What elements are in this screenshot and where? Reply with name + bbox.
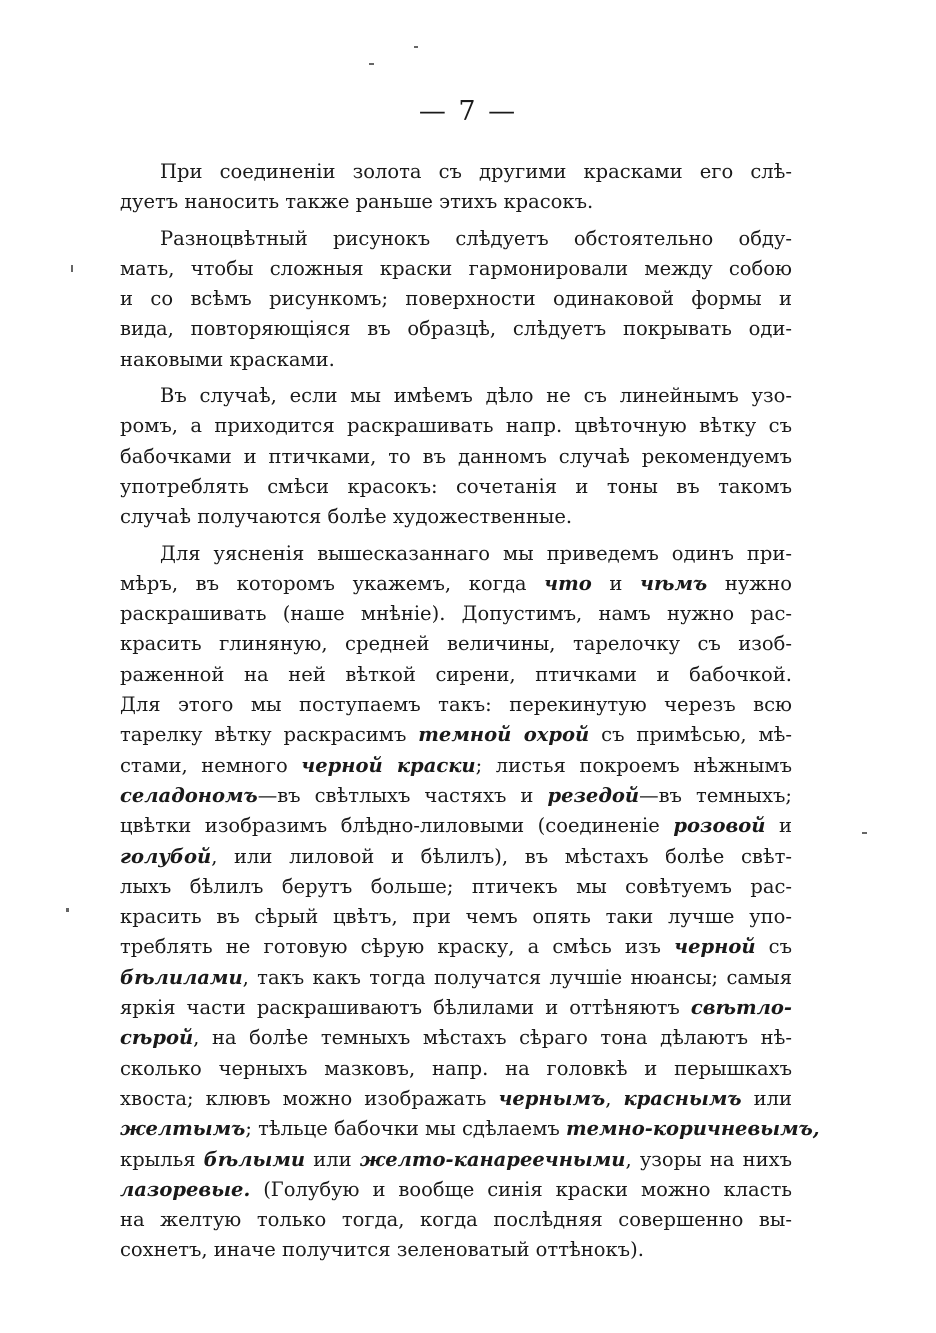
text-line	[120, 284, 792, 314]
text-run: Разноцвѣтный рисунокъ слѣдуетъ обстоятельно обду-	[160, 226, 792, 250]
text-run: ,	[605, 1086, 624, 1110]
text-line	[120, 1054, 792, 1084]
text-line	[120, 224, 792, 254]
text-line	[120, 345, 792, 375]
text-line	[120, 751, 792, 781]
emphasis-text: сѣрой	[120, 1026, 194, 1050]
text-line	[120, 1114, 820, 1144]
text-run: лыхъ бѣлилъ берутъ больше; птичекъ мы совѣтуемъ рас-	[120, 874, 792, 898]
scan-speck	[369, 63, 374, 65]
emphasis-text: черной	[674, 935, 756, 959]
text-run: дуетъ наносить также раньше этихъ красокъ.	[120, 190, 594, 214]
emphasis-text: розовой	[673, 814, 766, 838]
text-run: —въ свѣтлыхъ частяхъ и	[257, 783, 548, 807]
emphasis-text: желто-канареечными	[359, 1147, 626, 1171]
text-line	[120, 254, 792, 284]
emphasis-text: лазоревые.	[120, 1177, 251, 1201]
text-run: Для этого мы поступаемъ такъ: перекинутую черезъ всю	[120, 693, 792, 717]
text-line	[120, 381, 792, 411]
text-run: и	[765, 814, 792, 838]
text-run: сохнетъ, иначе получится зеленоватый оттѣнокъ).	[120, 1238, 644, 1262]
text-run: стами, немного	[120, 753, 302, 777]
emphasis-text: желтымъ	[120, 1117, 246, 1141]
emphasis-text: черной краски	[301, 753, 476, 777]
text-line	[120, 660, 792, 690]
text-run: ромъ, а приходится раскрашивать напр. цвѣточную вѣтку съ	[120, 414, 792, 438]
text-line	[120, 569, 792, 599]
paragraph	[120, 224, 792, 375]
body-text	[120, 157, 820, 1272]
text-run: раскрашивать (наше мнѣнiе). Допустимъ, намъ нужно рас-	[120, 602, 792, 626]
text-run: Въ случаѣ, если мы имѣемъ дѣло не съ линейнымъ узо-	[160, 384, 792, 408]
text-line	[120, 629, 792, 659]
text-run: на желтую только тогда, когда послѣдняя совершенно вы-	[120, 1208, 792, 1232]
emphasis-text: свѣтло-	[690, 996, 792, 1020]
text-line	[120, 502, 792, 532]
text-run: съ примѣсью, мѣ-	[589, 723, 792, 747]
emphasis-text: резедой	[547, 783, 640, 807]
scan-speck	[862, 832, 867, 834]
text-run: , на болѣе темныхъ мѣстахъ сѣраго тона дѣлаютъ нѣ-	[193, 1026, 792, 1050]
text-line	[120, 781, 792, 811]
text-line	[120, 690, 792, 720]
text-line	[120, 599, 792, 629]
text-line	[120, 539, 792, 569]
text-run: или	[305, 1147, 360, 1171]
text-line	[120, 932, 792, 962]
page-number: — 7 —	[418, 96, 518, 127]
text-line	[120, 720, 792, 750]
text-run: съ	[755, 935, 793, 959]
text-line	[120, 993, 792, 1023]
text-line	[120, 902, 792, 932]
text-run: красить въ сѣрый цвѣтъ, при чемъ опять таки лучше упо-	[120, 905, 792, 929]
text-run: сколько черныхъ мазковъ, напр. на головкѣ и перышкахъ	[120, 1056, 792, 1080]
text-run: и со всѣмъ рисункомъ; поверхности одинаковой формы и	[120, 287, 792, 311]
text-run: , узоры на нихъ	[625, 1147, 793, 1171]
text-run: раженной на ней вѣткой сирени, птичками и бабочкой.	[120, 662, 792, 686]
text-line	[120, 472, 792, 502]
text-line	[120, 963, 792, 993]
emphasis-text: чернымъ	[498, 1086, 606, 1110]
text-run: цвѣтки изобразимъ блѣдно-лиловыми (соединенiе	[120, 814, 674, 838]
text-run: яркiя части раскрашиваютъ бѣлилами и оттѣняютъ	[120, 996, 691, 1020]
text-line	[120, 314, 792, 344]
emphasis-text: краснымъ	[623, 1086, 742, 1110]
text-run: ; тѣльце бабочки мы сдѣлаемъ	[245, 1117, 566, 1141]
text-run: —въ темныхъ;	[639, 783, 792, 807]
paragraph	[120, 539, 820, 1266]
text-line	[120, 411, 792, 441]
text-line	[120, 1023, 792, 1053]
text-run: бабочками и птичками, то въ данномъ случаѣ рекомендуемъ	[120, 444, 792, 468]
text-run: треблять не готовую сѣрую краску, а смѣсь изъ	[120, 935, 675, 959]
emphasis-text: бѣлилами	[120, 965, 243, 989]
text-run: мать, чтобы сложныя краски гармонировали между собою	[120, 256, 792, 280]
text-line	[120, 1084, 792, 1114]
text-run: мѣръ, въ которомъ укажемъ, когда	[120, 571, 545, 595]
text-run: красить глиняную, средней величины, тарелочку съ изоб-	[120, 632, 792, 656]
text-run: вида, повторяющiяся въ образцѣ, слѣдуетъ покрывать оди-	[120, 317, 792, 341]
text-run: При соединенiи золота съ другими красками его слѣ-	[160, 160, 792, 183]
text-run: , такъ какъ тогда получатся лучшiе нюансы; самыя	[242, 965, 792, 989]
text-line	[120, 442, 792, 472]
paragraph	[120, 157, 792, 218]
text-run: Для уясненiя вышесказаннаго мы приведемъ одинъ при-	[160, 541, 792, 565]
scan-speck	[71, 265, 73, 272]
emphasis-text: темно-коричневымъ,	[565, 1117, 820, 1141]
text-run: случаѣ получаются болѣе художественные.	[120, 505, 573, 529]
text-run: , или лиловой и бѣлилъ), въ мѣстахъ болѣе свѣт-	[211, 844, 792, 868]
emphasis-text: голубой	[120, 844, 212, 868]
emphasis-text: чѣмъ	[640, 571, 708, 595]
text-line	[120, 1205, 792, 1235]
scan-speck	[414, 46, 418, 48]
paragraph	[120, 381, 792, 532]
text-line	[120, 157, 792, 187]
text-run: или	[741, 1086, 792, 1110]
text-run: наковыми красками.	[120, 347, 335, 371]
text-run: нужно	[707, 571, 792, 595]
text-run: и	[591, 571, 641, 595]
emphasis-text: селадономъ	[120, 783, 258, 807]
text-line	[120, 1145, 792, 1175]
emphasis-text: темной охрой	[418, 723, 590, 747]
text-run: тарелку вѣтку раскрасимъ	[120, 723, 419, 747]
text-run: хвоста; клювъ можно изображать	[120, 1086, 499, 1110]
text-line	[120, 872, 792, 902]
text-line	[120, 842, 792, 872]
text-run: ; листья покроемъ нѣжнымъ	[475, 753, 792, 777]
text-line	[120, 811, 792, 841]
text-line	[120, 1175, 792, 1205]
emphasis-text: бѣлыми	[203, 1147, 306, 1171]
text-run: употреблять смѣси красокъ: сочетанiя и тоны въ такомъ	[120, 474, 792, 498]
text-run: крылья	[120, 1147, 204, 1171]
text-line	[120, 187, 792, 217]
text-run: (Голубую и вообще синiя краски можно класть	[250, 1177, 792, 1201]
text-line	[120, 1235, 792, 1265]
scan-speck	[66, 908, 69, 912]
emphasis-text: что	[544, 571, 592, 595]
